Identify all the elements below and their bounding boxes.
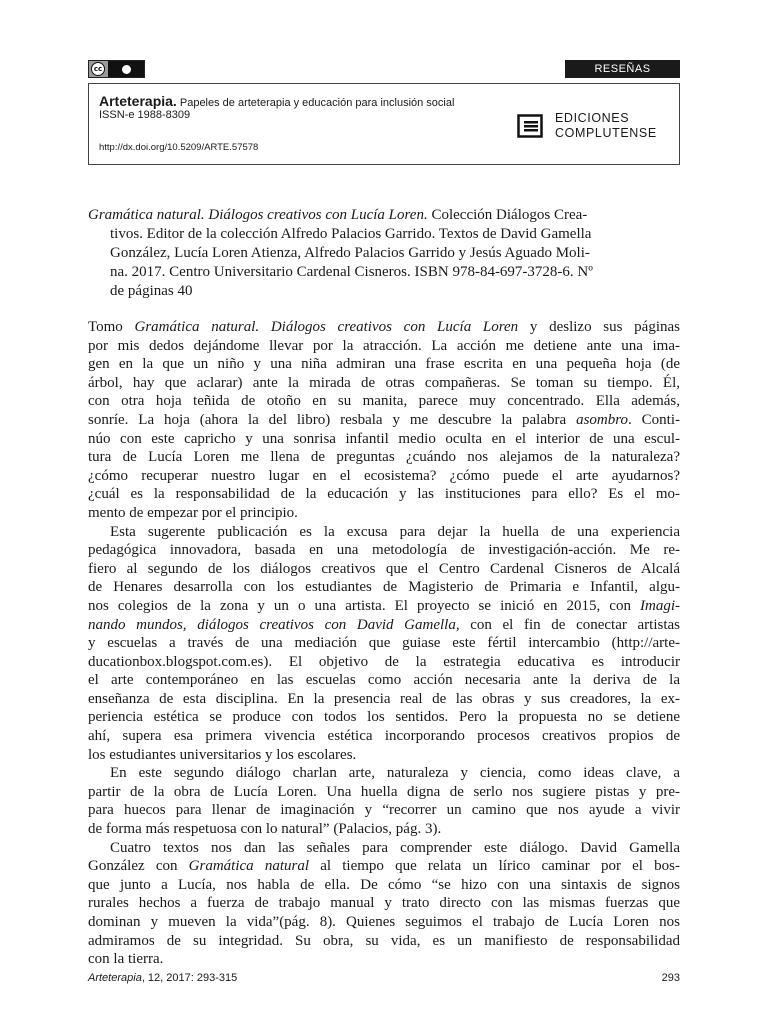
by-attribution-mark — [108, 61, 144, 77]
publisher-logo-icon — [517, 114, 543, 138]
paragraph-line: enseñanza de esta disciplina. En la presencia real de las obras y sus creadores, la ex- — [88, 690, 680, 707]
paragraph-line: mento de empezar por el principio. — [88, 504, 298, 521]
paragraph-line: de forma más respetuosa con lo natural” (Palacios, pág. 3). — [88, 821, 442, 838]
paragraph-line: dominan y mueven la vida”(pág. 8). Quienes seguimos el trabajo de Lucía Loren nos — [88, 914, 680, 930]
page-footer — [88, 972, 680, 984]
section-label: RESEÑAS — [565, 60, 680, 78]
paragraph-line: gen en la que un niño y una niña admiran una frase escrita en una pequeña hoja (de — [88, 356, 680, 373]
review-body — [88, 318, 680, 969]
paragraph-line: fiero al segundo de los diálogos creativos que el Centro Cardenal Cisneros de Alcalá — [88, 560, 680, 577]
paragraph-line: que junto a Lucía, nos habla de ella. De cómo “se hizo con una sintaxis de signos — [88, 876, 680, 893]
reference-line: na. 2017. Centro Universitario Cardenal Cisneros. ISBN 978-84-697-3728-6. Nº — [110, 264, 593, 280]
paragraph-line: con otra hoja teñida de otoño en su manita, parece muy concentrado. Ella además, — [88, 393, 680, 410]
reference-line: Gramática natural. Diálogos creativos con Lucía Loren. Colección Diálogos Crea- — [88, 207, 588, 223]
paragraph-line: ducationbox.blogspot.com.es). El objetivo de la estrategia educativa es introducir — [88, 653, 680, 670]
reference-line: de páginas 40 — [110, 283, 193, 299]
paragraph-line: Tomo Gramática natural. Diálogos creativos con Lucía Loren y deslizo sus páginas — [88, 319, 680, 335]
paragraph-line: nos colegios de la zona y un o una artista. El proyecto se inició en 2015, con Imagi- — [88, 597, 680, 614]
journal-header-box — [88, 83, 680, 165]
paragraph-line: En este segundo diálogo charlan arte, naturaleza y ciencia, como ideas clave, a — [110, 765, 680, 782]
publisher-name-line2: COMPLUTENSE — [555, 126, 657, 140]
reference-line: González, Lucía Loren Atienza, Alfredo Palacios Garrido y Jesús Aguado Moli- — [110, 245, 590, 261]
publisher — [517, 111, 657, 141]
paragraph-line: los estudiantes universitarios y los escolares. — [88, 746, 357, 763]
publisher-name-line1: EDICIONES — [555, 111, 630, 125]
journal-title — [99, 93, 454, 109]
reference-line: tivos. Editor de la colección Alfredo Palacios Garrido. Textos de David Gamella — [110, 226, 592, 242]
paragraph-line: tura de Lucía Loren me llena de preguntas ¿cuándo nos alejamos de la naturaleza? — [88, 449, 680, 466]
paragraph-line: de Henares desarrolla con los estudiantes de Magisterio de Primaria e Infantil, algu- — [88, 579, 680, 596]
paragraph-line: nando mundos, diálogos creativos con David Gamella, con el fin de conectar artistas — [88, 616, 680, 633]
footer-citation: Arteterapia, 12, 2017: 293-315 — [88, 972, 238, 984]
paragraph-line: y escuelas a través de una mediación que guiase este fértil intercambio (http://arte- — [88, 635, 680, 652]
paragraph-line: periencia estética se produce con todos los sentidos. Pero la propuesta no se detiene — [88, 709, 680, 726]
issn: ISSN-e 1988-8309 — [99, 109, 191, 121]
cc-circle: cc — [91, 62, 105, 76]
paragraph-line: ¿cuál es la responsabilidad de la educación y las instituciones para ello? Es el mo- — [88, 486, 680, 503]
book-reference — [88, 206, 680, 301]
paragraph-line: Cuatro textos nos dan las señales para comprender este diálogo. David Gamella — [110, 839, 680, 856]
paragraph-line: ¿cómo recuperar nuestro lugar en el ecosistema? ¿cómo puede el arte ayudarnos? — [88, 467, 680, 484]
paragraph-line: para huecos para llenar de imaginación y “recorrer un camino que nos ayude a vivir — [88, 802, 680, 819]
paragraph-line: pedagógica innovadora, basada en una metodología de investigación-acción. Me re- — [88, 542, 680, 559]
paragraph-line: sonríe. La hoja (ahora la del libro) resbala y me descubre la palabra asombro. Conti- — [88, 411, 680, 428]
paragraph-line: rurales hechos a fuerza de trabajo manual y trato directo con las mismas fuerzas que — [88, 895, 680, 912]
paragraph-line: el arte contemporáneo en las escuelas como acción necesaria ante la deriva de la — [88, 672, 680, 689]
journal-name: Arteterapia. — [99, 93, 177, 109]
cc-by-icon[interactable] — [88, 60, 145, 78]
paragraph-line: árbol, hay que aclarar) ante la mirada de otras compañeras. Se toman su tiempo. Él, — [88, 374, 680, 391]
paragraph-line: admiramos de su integridad. Su obra, su vida, es un manifiesto de responsabilidad — [88, 932, 680, 949]
paragraph-line: ahí, supera esa primera vivencia estética incorporando procesos creativos propios de — [88, 728, 680, 745]
paragraph-line: por mis dedos dejándome llevar por la atracción. La acción me detiene ante una ima- — [88, 337, 680, 354]
paragraph-line: núo con este capricho y una sonrisa infantil medio oculta en el interior de una escul- — [88, 430, 680, 447]
paragraph-line: González con Gramática natural al tiempo que relata un lírico caminar por el bos- — [88, 858, 680, 875]
doi-link[interactable]: http://dx.doi.org/10.5209/ARTE.57578 — [99, 142, 259, 153]
paragraph-line: Esta sugerente publicación es la excusa para dejar la huella de una experiencia — [110, 523, 680, 540]
page-number: 293 — [661, 972, 680, 984]
journal-subtitle: Papeles de arteterapia y educación para inclusión social — [176, 97, 455, 109]
paragraph-line: partir de la obra de Lucía Loren. Una huella digna de serlo nos sugiere pistas y pre- — [88, 783, 680, 800]
paragraph-line: con la tierra. — [88, 951, 164, 968]
